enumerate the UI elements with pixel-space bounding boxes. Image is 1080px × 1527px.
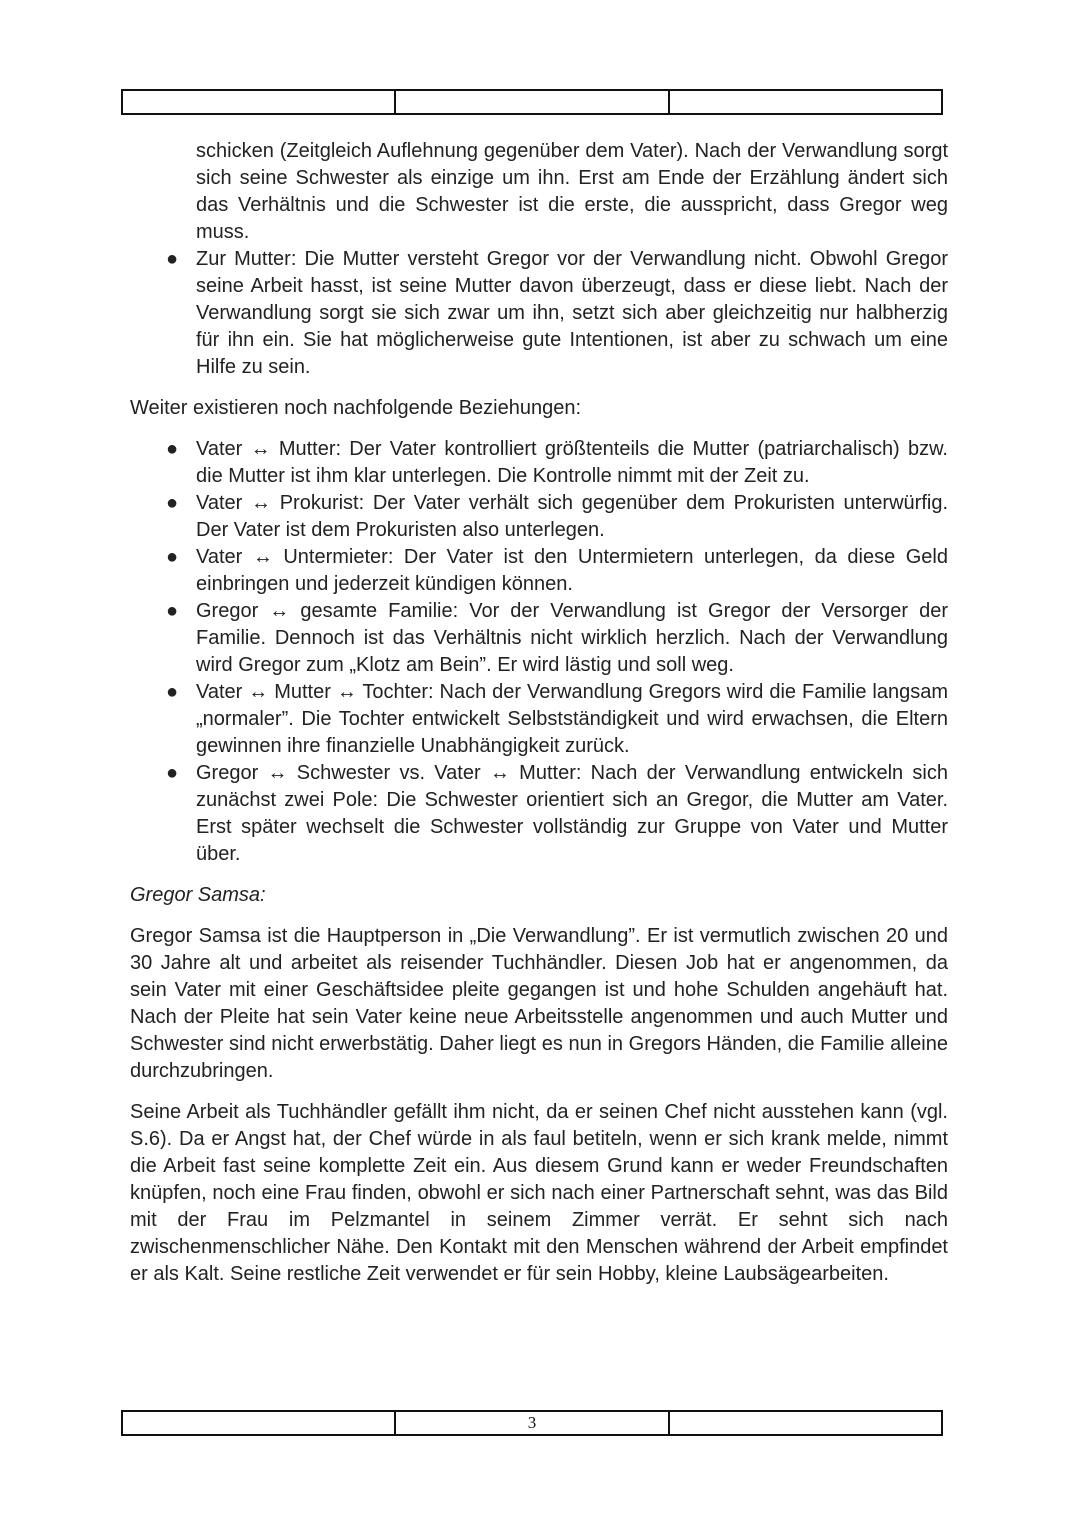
- bullet-icon: ●: [166, 546, 179, 568]
- footer-table: [121, 1410, 943, 1436]
- paragraph: Gregor Samsa ist die Hauptperson in „Die Verwandlung”. Er ist vermutlich zwischen 20 und 30 Jahre alt und arbeitet als reisender Tuchhändler. Diesen Job hat er angenommen, da sein Vater mit einer Geschäftsidee pleite gegangen ist und hohe Schulden angehäuft hat. Nach der Pleite hat sein Vater keine neue Arbeitsstelle angenommen und auch Mutter und Schwester sind nicht erwerbstätig. Daher liegt es nun in Gregors Händen, die Familie alleine durchzubringen.: [130, 925, 948, 1082]
- bullet-icon: ●: [166, 492, 179, 514]
- list-item: [130, 760, 948, 868]
- bullet-icon: ●: [166, 762, 179, 784]
- footer-cell-left: [123, 1412, 396, 1434]
- list-item-text: Vater ↔ Untermieter: Der Vater ist den Untermietern unterlegen, da diese Geld einbringen und jederzeit kündigen können.: [196, 546, 948, 595]
- bullet-icon: ●: [166, 681, 179, 703]
- header-cell-right: [670, 91, 941, 113]
- list-item: [130, 679, 948, 760]
- page-content: [130, 138, 948, 1288]
- header-table: [121, 89, 943, 115]
- header-cell-left: [123, 91, 396, 113]
- paragraph: Seine Arbeit als Tuchhändler gefällt ihm nicht, da er seinen Chef nicht ausstehen kann (vgl. S.6). Da er Angst hat, der Chef würde in als faul betiteln, wenn er sich krank melde, nimmt die Arbeit fast seine komplette Zeit ein. Aus diesem Grund kann er weder Freundschaften knüpfen, noch eine Frau finden, obwohl er sich nach einer Partnerschaft sehnt, was das Bild mit der Frau im Pelzmantel in seinem Zimmer verrät. Er sehnt sich nach zwischenmenschlicher Nähe. Den Kontakt mit den Menschen während der Arbeit empfindet er als Kalt. Seine restliche Zeit verwendet er für sein Hobby, kleine Laubsägearbeiten.: [130, 1101, 948, 1285]
- bullet-continuation: schicken (Zeitgleich Auflehnung gegenüber dem Vater). Nach der Verwandlung sorgt sich seine Schwester als einzige um ihn. Erst am Ende der Erzählung ändert sich das Verhältnis und die Schwester ist die erste, die ausspricht, dass Gregor weg muss.: [196, 140, 948, 243]
- footer-cell-right: [670, 1412, 941, 1434]
- list-item-text: Gregor ↔ gesamte Familie: Vor der Verwandlung ist Gregor der Versorger der Familie. Dennoch ist das Verhältnis nicht wirklich herzlich. Nach der Verwandlung wird Gregor zum „Klotz am Bein”. Er wird lästig und soll weg.: [196, 600, 948, 676]
- list-item-text: Vater ↔ Prokurist: Der Vater verhält sich gegenüber dem Prokuristen unterwürfig. Der Vater ist dem Prokuristen also unterlegen.: [196, 492, 948, 541]
- list-item: [130, 598, 948, 679]
- list-item: [130, 490, 948, 544]
- bullet-icon: ●: [166, 248, 179, 270]
- list-item: [130, 246, 948, 381]
- bullet-list-family: [130, 246, 948, 381]
- list-item-text: Zur Mutter: Die Mutter versteht Gregor vor der Verwandlung nicht. Obwohl Gregor seine Arbeit hasst, ist seine Mutter davon überzeugt, dass er diese liebt. Nach der Verwandlung sorgt sie sich zwar um ihn, setzt sich aber gleichzeitig nur halbherzig für ihn ein. Sie hat möglicherweise gute Intentionen, ist aber zu schwach um eine Hilfe zu sein.: [196, 248, 948, 378]
- relations-intro: Weiter existieren noch nachfolgende Beziehungen:: [130, 397, 582, 419]
- list-item: [130, 436, 948, 490]
- bullet-icon: ●: [166, 438, 179, 460]
- list-item-text: Vater ↔ Mutter ↔ Tochter: Nach der Verwandlung Gregors wird die Familie langsam „normaler”. Die Tochter entwickelt Selbstständigkeit und wird erwachsen, die Eltern gewinnen ihre finanzielle Unabhängigkeit zurück.: [196, 681, 948, 757]
- page-number: 3: [396, 1412, 669, 1434]
- list-item-text: Gregor ↔ Schwester vs. Vater ↔ Mutter: Nach der Verwandlung entwickeln sich zunächst zwei Pole: Die Schwester orientiert sich an Gregor, die Mutter am Vater. Erst später wechselt die Schwester vollständig zur Gruppe von Vater und Mutter über.: [196, 762, 948, 865]
- header-cell-middle: [396, 91, 669, 113]
- list-item-text: Vater ↔ Mutter: Der Vater kontrolliert größtenteils die Mutter (patriarchalisch) bzw. die Mutter ist ihm klar unterlegen. Die Kontrolle nimmt mit der Zeit zu.: [196, 438, 948, 487]
- section-heading: Gregor Samsa:: [130, 884, 266, 906]
- bullet-icon: ●: [166, 600, 179, 622]
- bullet-list-relations: [130, 436, 948, 868]
- list-item: [130, 544, 948, 598]
